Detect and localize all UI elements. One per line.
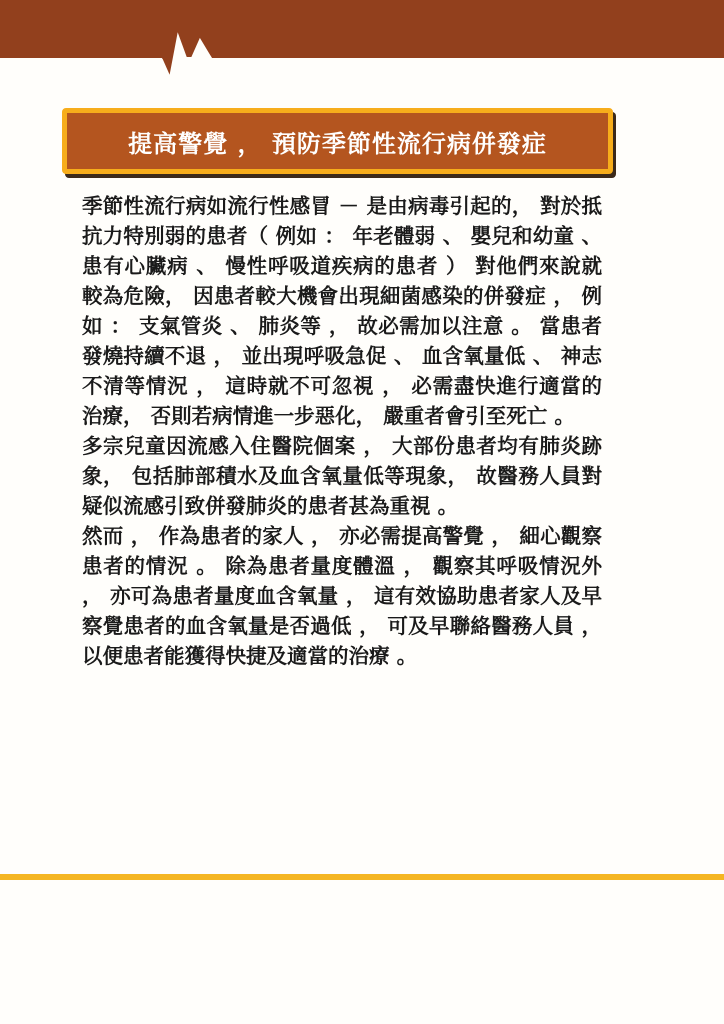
paragraph: 然而 ， 作為患者的家人 ， 亦必需提高警覺 ， 細心觀察患者的情況 。 除為患者量度體溫 ， 觀察其呼吸情況外 ， 亦可為患者量度血含氧量 ， 這有效協助患者家人及早察覺患者的血含氧量是否過低 ， 可及早聯絡醫務人員 ， 以便患者能獲得快捷及適當的治療 。	[82, 524, 602, 668]
paragraph: 多宗兒童因流感入住醫院個案 ， 大部份患者均有肺炎跡象， 包括肺部積水及血含氧量低等現象， 故醫務人員對疑似流感引致併發肺炎的患者甚為重視 。	[82, 434, 602, 518]
bottom-divider	[0, 874, 724, 880]
header-band-shape	[0, 0, 724, 78]
title-banner	[62, 108, 613, 174]
header-band	[0, 0, 724, 80]
paragraph: 季節性流行病如流行性感冒 － 是由病毒引起的， 對於抵抗力特別弱的患者（ 例如 ： 年老體弱 、 嬰兒和幼童 、 患有心臟病 、 慢性呼吸道疾病的患者 ） 對他們來說就較為危險， 因患者較大機會出現細菌感染的併發症 ， 例如 ： 支氣管炎 、 肺炎等 ， 故必需加以注意 。 當患者發燒持續不退 ， 並出現呼吸急促 、 血含氧量低 、 神志不清等情況 ， 這時就不可忽視 ， 必需盡快進行適當的治療， 否則若病情進一步惡化， 嚴重者會引至死亡 。	[82, 194, 602, 428]
article-body	[82, 191, 602, 671]
page-title: 提高警覺 ， 預防季節性流行病併發症	[128, 129, 547, 158]
